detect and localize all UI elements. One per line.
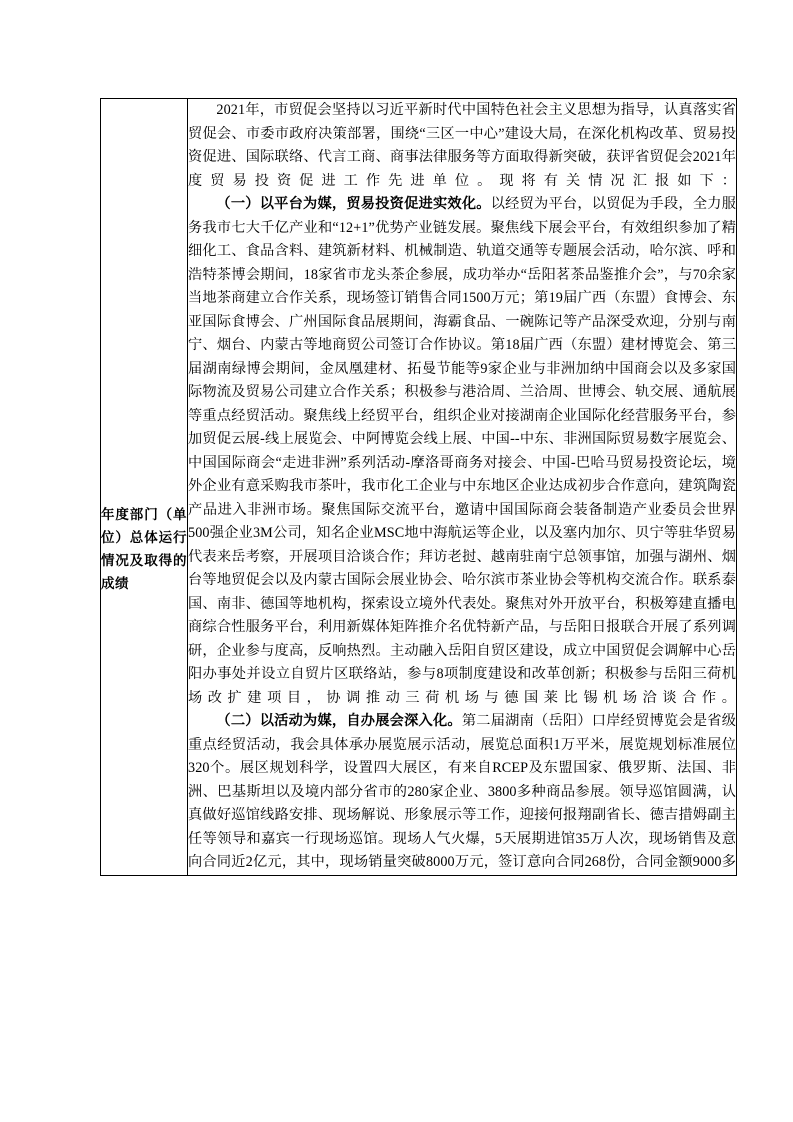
paragraph-3: （二）以活动为媒，自办展会深入化。第二届湖南（岳阳）口岸经贸博览会是省级重点经贸活动，我会具体承办展览展示活动，展览总面积1万平米，展览规划标准展位320个。展区规划科学，设置四大展区，有来自RCEP及东盟国家、俄罗斯、法国、非洲、巴基斯坦以及境内部分省市的280家企业、3800多种商品参展。领导巡馆圆满，认真做好巡馆线路安排、现场解说、形象展示等工作，迎接何报翔副省长、德吉措姆副主任等领导和嘉宾一行现场巡馆。现场人气火爆，5天展期进馆35万人次，现场销售及意向合同近2亿元，其中，现场销量突破8000万元，签订意向合同268份，合同金额9000多	[188, 713, 737, 870]
row-label-text: 年度部门（单位）总体运行情况及取得的成绩	[101, 507, 187, 591]
annual-report-table	[100, 98, 737, 876]
row-label-cell	[101, 99, 188, 876]
paragraph-2: （一）以平台为媒，贸易投资促进实效化。以经贸为平台，以贸促为手段，全力服务我市七大千亿产业和“12+1”优势产业链发展。聚焦线下展会平台，有效组织参加了精细化工、食品含料、建筑新材料、机械制造、轨道交通等专题展会活动，哈尔滨、呼和浩特茶博会期间，18家省市龙头茶企参展，成功举办“岳阳茗茶品鉴推介会”，与70余家当地茶商建立合作关系，现场签订销售合同1500万元；第19届广西（东盟）食博会、东亚国际食博会、广州国际食品展期间，海霸食品、一碗陈记等产品深受欢迎，分别与南宁、烟台、内蒙古等地商贸公司签订合作协议。第18届广西（东盟）建材博览会、第三届湖南绿博会期间，金凤凰建材、拓曼节能等9家企业与非洲加纳中国商会以及多家国际物流及贸易公司建立合作关系；积极参与港洽周、兰洽周、世博会、轨交展、通航展等重点经贸活动。聚焦线上经贸平台，组织企业对接湖南企业国际化经营服务平台，参加贸促云展-线上展览会、中阿博览会线上展、中国--中东、非洲国际贸易数字展览会、中国国际商会“走进非洲”系列活动-摩洛哥商务对接会、中国-巴哈马贸易投资论坛，境外企业有意采购我市茶叶，我市化工企业与中东地区企业达成初步合作意向，建筑陶瓷产品进入非洲市场。聚焦国际交流平台，邀请中国国际商会装备制造产业委员会世界500强企业3M公司，知名企业MSC地中海航运等企业，以及塞内加尔、贝宁等驻华贸易代表来岳考察，开展项目洽谈合作；拜访老挝、越南驻南宁总领事馆，加强与湖州、烟台等地贸促会以及内蒙古国际会展业协会、哈尔滨市茶业协会等机构交流合作。联系泰国、南非、德国等地机构，探索设立境外代表处。聚焦对外开放平台，积极筹建直播电商综合性服务平台，利用新媒体矩阵推介名优特新产品，与岳阳日报联合开展了系列调研，企业参与度高，反响热烈。主动融入岳阳自贸区建设，成立中国贸促会调解中心岳阳办事处并设立自贸片区联络站，参与8项制度建设和改革创新；积极参与岳阳三荷机场改扩建项目，协调推动三荷机场与德国莱比锡机场洽谈合作。	[188, 196, 737, 706]
paragraph-1: 2021年，市贸促会坚持以习近平新时代中国特色社会主义思想为指导，认真落实省贸促会、市委市政府决策部署，围绕“三区一中心”建设大局，在深化机构改革、贸易投资促进、国际联络、代言工商、商事法律服务等方面取得新突破，获评省贸促会2021年度贸易投资促进工作先进单位。现将有关情况汇报如下：	[188, 102, 736, 189]
row-content-cell	[188, 99, 737, 876]
table-row	[101, 99, 737, 876]
